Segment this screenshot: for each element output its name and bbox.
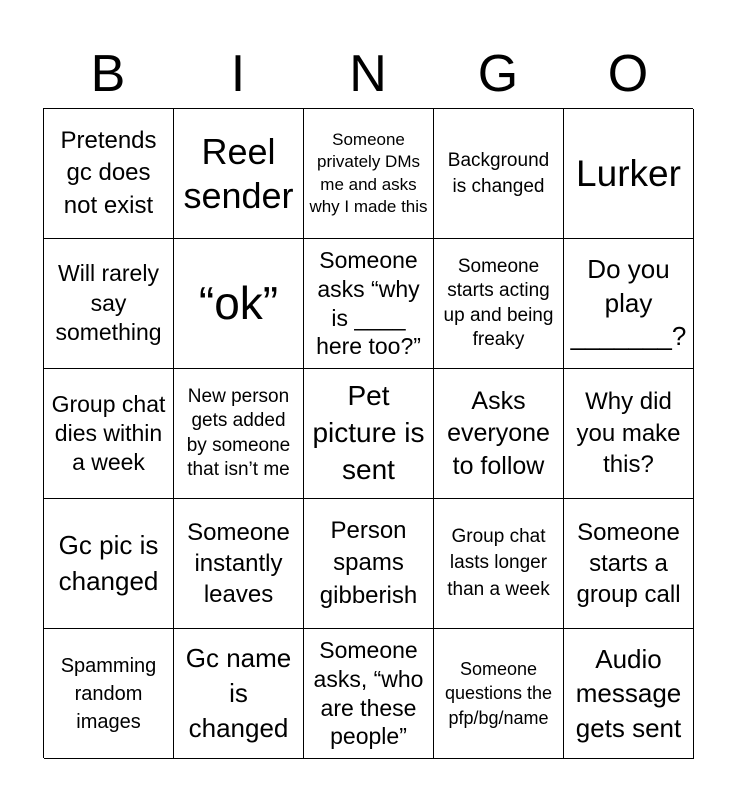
bingo-header	[43, 38, 693, 110]
cell-text: Do you play _______?	[570, 253, 687, 352]
cell-text: Someone privately DMs me and asks why I made this	[309, 130, 428, 216]
cell-text: Why did you make this?	[576, 387, 681, 479]
header-letter-o: O	[607, 45, 649, 103]
bingo-cell[interactable]	[174, 499, 304, 629]
bingo-cell[interactable]	[564, 369, 694, 499]
cell-text: Person spams gibberish	[319, 516, 418, 609]
cell-text: Audio message gets sent	[575, 643, 682, 743]
cell-text: “ok”	[198, 276, 279, 329]
cell-text: Someone instantly leaves	[187, 518, 290, 609]
cell-text: Reel sender	[183, 131, 294, 216]
bingo-cell[interactable]	[434, 239, 564, 369]
bingo-cell[interactable]	[564, 109, 694, 239]
cell-text: Someone questions the pfp/bg/name	[444, 659, 553, 728]
header-letter-n: N	[349, 45, 387, 103]
cell-text: Background is changed	[447, 149, 550, 197]
cell-text: Will rarely say something	[55, 260, 162, 346]
cell-text: Lurker	[576, 152, 681, 194]
cell-text: Group chat lasts longer than a week	[447, 525, 550, 600]
bingo-card	[43, 108, 693, 758]
bingo-cell[interactable]	[304, 629, 434, 759]
header-letter-b: B	[90, 45, 126, 103]
bingo-cell[interactable]	[174, 239, 304, 369]
bingo-cell[interactable]	[434, 499, 564, 629]
bingo-cell[interactable]	[174, 629, 304, 759]
bingo-cell[interactable]	[304, 239, 434, 369]
cell-text: Gc name is changed	[185, 642, 292, 744]
bingo-cell[interactable]	[174, 109, 304, 239]
bingo-cell[interactable]	[304, 369, 434, 499]
cell-text: Pretends gc does not exist	[60, 126, 157, 219]
bingo-cell[interactable]	[434, 629, 564, 759]
cell-text: Group chat dies within a week	[51, 391, 166, 475]
cell-text: Someone asks “why is ____ here too?”	[316, 247, 421, 360]
bingo-cell[interactable]	[44, 369, 174, 499]
cell-text: Gc pic is changed	[58, 530, 159, 596]
header-letter-i: I	[230, 45, 246, 103]
bingo-cell[interactable]	[44, 499, 174, 629]
header-letter-g: G	[477, 45, 519, 103]
bingo-cell[interactable]	[434, 369, 564, 499]
bingo-cell[interactable]	[304, 109, 434, 239]
cell-text: Someone asks, “who are these people”	[313, 637, 424, 750]
bingo-cell[interactable]	[304, 499, 434, 629]
bingo-cell[interactable]	[564, 629, 694, 759]
bingo-cell[interactable]	[44, 239, 174, 369]
cell-text: Spamming random images	[60, 654, 157, 733]
bingo-cell[interactable]	[564, 499, 694, 629]
cell-text: Pet picture is sent	[312, 380, 425, 485]
cell-text: Asks everyone to follow	[447, 386, 550, 480]
cell-text: New person gets added by someone that isn’t me	[186, 385, 291, 480]
bingo-cell[interactable]	[174, 369, 304, 499]
bingo-cell[interactable]	[44, 629, 174, 759]
bingo-cell[interactable]	[434, 109, 564, 239]
cell-text: Someone starts a group call	[576, 518, 681, 609]
cell-text: Someone starts acting up and being freaky	[443, 255, 554, 350]
bingo-cell[interactable]	[564, 239, 694, 369]
bingo-cell[interactable]	[44, 109, 174, 239]
